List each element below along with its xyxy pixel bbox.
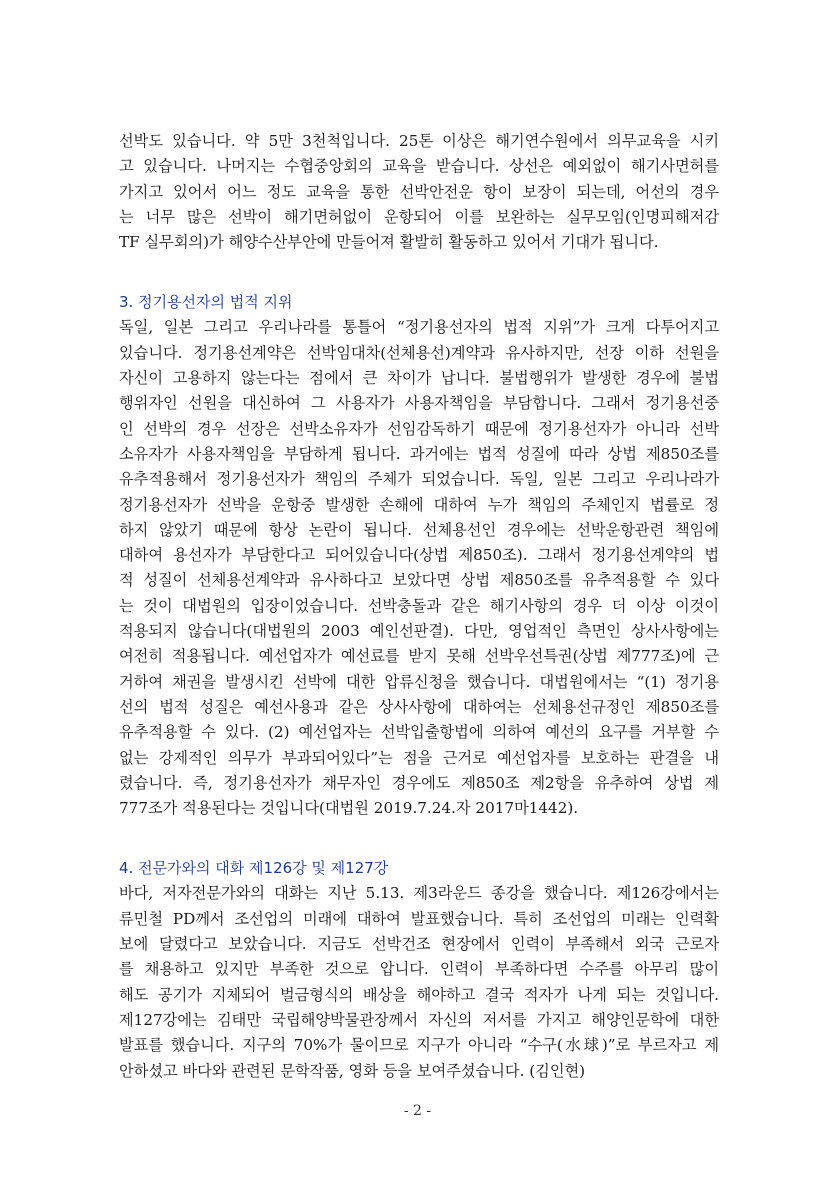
text-line: 있습니다. 정기용선계약은 선박임대차(선체용선)계약과 유사하지만, 선장 이하 선원을 xyxy=(119,343,719,362)
document-body xyxy=(119,129,719,1084)
text-line: 는 너무 많은 선박이 해기면허없이 운항되어 이를 보완하는 실무모임(인명피해저감 xyxy=(119,207,719,226)
text-line: 대하여 용선자가 부담한다고 되어있습니다(상법 제850조). 그래서 정기용선계약의 법 xyxy=(119,546,719,565)
text-line: 렸습니다. 즉, 정기용선자가 채무자인 경우에도 제850조 제2항을 유추하여 상법 제 xyxy=(119,773,719,792)
text-line: 선박도 있습니다. 약 5만 3천척입니다. 25톤 이상은 해기연수원에서 의무교육을 시키 xyxy=(119,132,719,150)
text-line: 적 성질이 선체용선계약과 유사하다고 보았다면 상법 제850조를 유추적용할 수 있다 xyxy=(119,571,719,590)
text-line: 인 선박의 경우 선장은 선박소유자가 선임감독하기 때문에 정기용선자가 아니라 선박 xyxy=(119,419,719,438)
text-line: 유추적용해서 정기용선자가 책임의 주체가 되었습니다. 독일, 일본 그리고 우리나라가 xyxy=(119,470,719,489)
text-line: 적용되지 않습니다(대법원의 2003 예인선판결). 다만, 영업적인 측면인 상사사항에는 xyxy=(119,622,719,641)
text-line: 보에 달렸다고 보았습니다. 지금도 선박건조 현장에서 인력이 부족해서 외국 근로자 xyxy=(119,935,719,954)
intro-paragraph xyxy=(119,129,719,255)
section-heading: 3. 정기용선자의 법적 지위 xyxy=(119,293,293,312)
text-line: 독일, 일본 그리고 우리나라를 통틀어 “정기용선자의 법적 지위”가 크게 다투어지고 xyxy=(119,318,719,337)
text-line: 777조가 적용된다는 것입니다(대법원 2019.7.24.자 2017마1442). xyxy=(119,799,579,818)
text-line: 유추적용할 수 있다. (2) 예선업자는 선박입출항법에 의하여 예선의 요구를 거부할 수 xyxy=(119,723,719,742)
text-line: 제127강에는 김태만 국립해양박물관장께서 자신의 저서를 가지고 해양인문학에 대한 xyxy=(119,1010,719,1029)
text-line: 정기용선자가 선박을 운항중 발생한 손해에 대하여 누가 책임의 주체인지 법률로 정 xyxy=(119,495,719,514)
paragraph-spacer xyxy=(119,821,719,855)
text-line: 하지 않았기 때문에 항상 논란이 됩니다. 선체용선인 경우에는 선박운항관련 책임에 xyxy=(119,520,719,539)
text-line: 발표를 했습니다. 지구의 70%가 물이므로 지구가 아니라 “수구(水球)”로 부르자고 제 xyxy=(119,1036,720,1055)
page-number: - 2 - xyxy=(403,1103,432,1119)
text-line: 소유자가 사용자책임을 부담하게 됩니다. 과거에는 법적 성질에 따라 상법 제850조를 xyxy=(119,444,719,463)
text-line: 가지고 있어서 어느 정도 교육을 통한 선박안전운 항이 보장이 되는데, 어선의 경우 xyxy=(119,182,719,201)
text-line: 해도 공기가 지체되어 벌금형식의 배상을 해야하고 결국 적자가 나게 되는 것입니다. xyxy=(119,985,719,1004)
text-line: 여전히 적용됩니다. 예선업자가 예선료를 받지 못해 선박우선특권(상법 제777조)에 근 xyxy=(119,647,719,666)
section-heading: 4. 전문가와의 대화 제126강 및 제127강 xyxy=(119,859,389,878)
text-line: 자신이 고용하지 않는다는 점에서 큰 차이가 납니다. 불법행위가 발생한 경우에 불법 xyxy=(119,369,719,388)
text-line: 류민철 PD께서 조선업의 미래에 대하여 발표했습니다. 특히 조선업의 미래는 인력확 xyxy=(119,909,719,928)
text-line: 없는 강제적인 의무가 부과되어있다”는 점을 근거로 예선업자를 보호하는 판결을 내 xyxy=(119,748,719,767)
text-line: TF 실무회의)가 해양수산부안에 만들어져 활발히 활동하고 있어서 기대가 됩니다. xyxy=(119,233,659,252)
text-line: 선의 법적 성질은 예선사용과 같은 상사사항에 대하여는 선체용선규정인 제850조를 xyxy=(119,697,719,716)
text-line: 는 것이 대법원의 입장이었습니다. 선박충돌과 같은 해기사항의 경우 더 이상 이것이 xyxy=(119,596,719,615)
text-line: 행위자인 선원을 대신하여 그 사용자가 사용자책임을 부담합니다. 그래서 정기용선중 xyxy=(119,394,719,413)
text-line: 바다, 저자전문가와의 대화는 지난 5.13. 제3라운드 종강을 했습니다. 제126강에서는 xyxy=(119,884,719,903)
paragraph-spacer xyxy=(119,255,719,289)
text-line: 를 채용하고 있지만 부족한 것으로 압니다. 인력이 부족하다면 수주를 아무리 많이 xyxy=(119,960,719,979)
text-line: 고 있습니다. 나머지는 수협중앙회의 교육을 받습니다. 상선은 예외없이 해기사면허를 xyxy=(119,157,719,176)
text-line: 안하셨고 바다와 관련된 문학작품, 영화 등을 보여주셨습니다. (김인현) xyxy=(119,1061,586,1080)
section-3 xyxy=(119,289,719,821)
section-4 xyxy=(119,855,719,1083)
text-line: 거하여 채권을 발생시킨 선박에 대한 압류신청을 했습니다. 대법원에서는 “(1) 정기용 xyxy=(119,672,719,691)
